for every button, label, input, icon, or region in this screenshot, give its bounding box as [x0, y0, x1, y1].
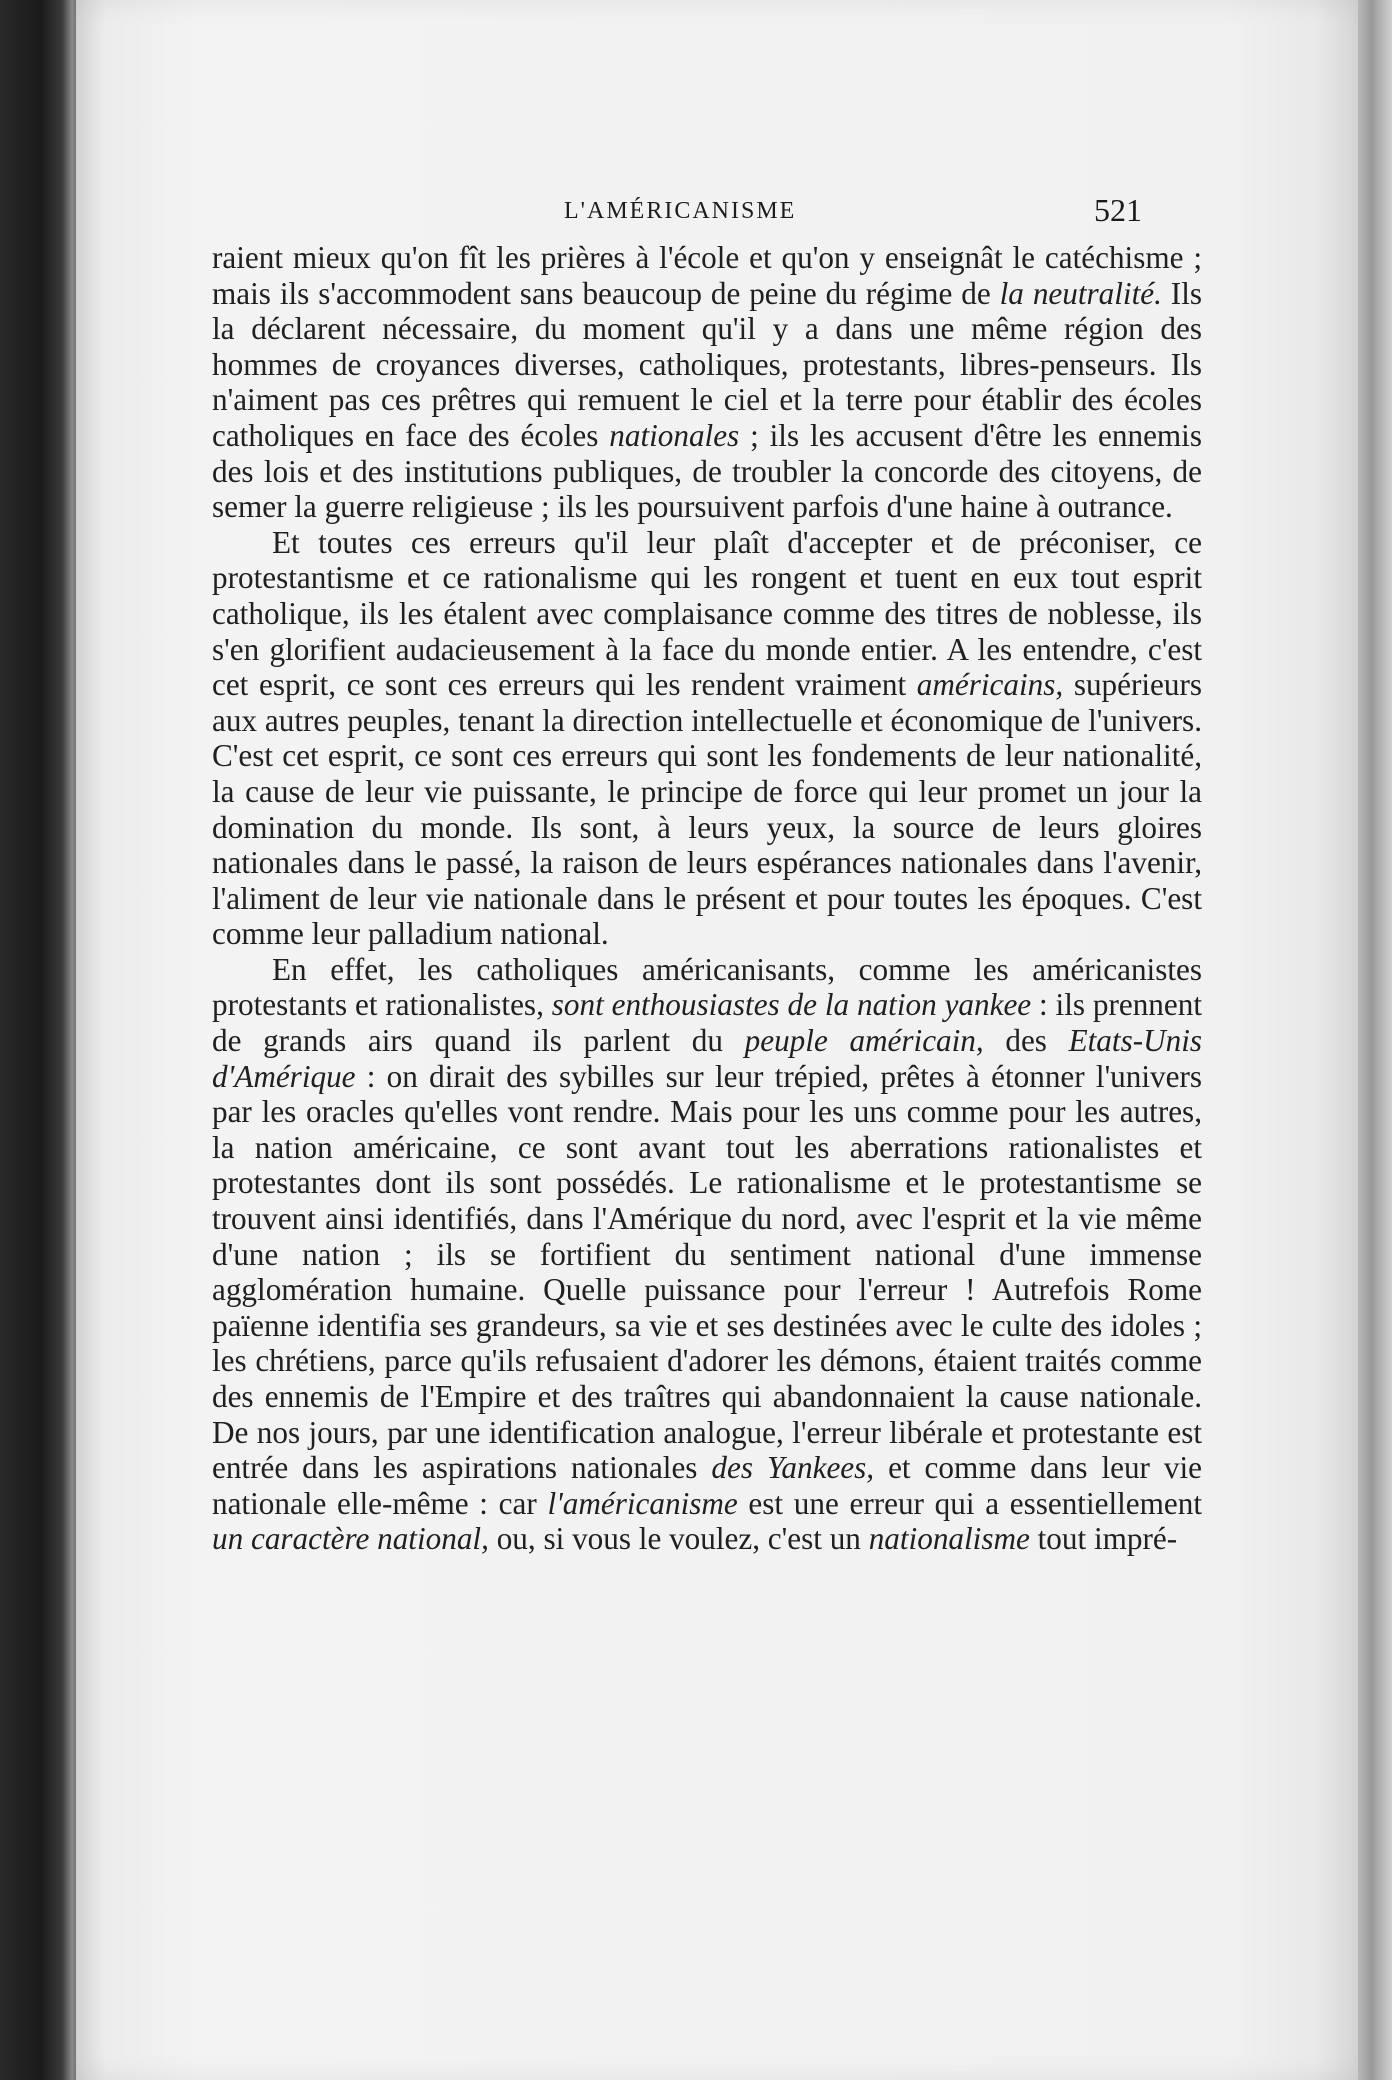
text-run: raient mieux qu'on fît les prières à l'école et qu'on y enseignât le catéchisme ; mais ils s'accommodent sans beaucoup de peine du régime de [212, 240, 1202, 311]
page-edge [1358, 0, 1392, 2080]
italic-phrase: peuple américain, [744, 1023, 984, 1059]
page-number: 521 [1094, 192, 1142, 228]
italic-phrase: la neutralité. [999, 275, 1162, 311]
paragraph-2 [212, 525, 1202, 952]
italic-phrase: américains, [916, 667, 1064, 703]
text-run: des [983, 1023, 1069, 1059]
text-run: est une erreur qui a essentiellement [737, 1485, 1202, 1521]
italic-phrase: nationales [609, 417, 740, 453]
italic-phrase: Etats-Unis d'Amérique [212, 1023, 1203, 1094]
text-run: En effet, les catholiques américanisants, comme les américanistes protestants et rationalistes, [212, 951, 1202, 1023]
text-run: Et toutes ces erreurs qu'il leur plaît d'accepter et de préconiser, ce protestantisme et ce rationalisme qui les rongent et tuent en eux tout esprit catholique, ils les étalent avec complaisance comme des titres de noblesse, ils s'en glorifient audacieusement à la face du monde entier. A les entendre, c'est cet esprit, ce sont ces erreurs qui les rendent vraiment [212, 524, 1202, 703]
text-run: : ils prennent de grands airs quand ils parlent du [212, 987, 1202, 1059]
italic-phrase: l'américanisme [547, 1485, 738, 1521]
paragraph-1 [212, 240, 1202, 525]
text-run: Ils la déclarent nécessaire, du moment qu'il y a dans une même région des hommes de croyances diverses, catholiques, protestants, libres-penseurs. Ils n'aiment pas ces prêtres qui remuent le ciel et la terre pour établir des écoles catholiques en face des écoles [212, 275, 1202, 453]
book-page [76, 0, 1372, 2080]
paragraph-3 [212, 952, 1202, 1557]
text-run: : on dirait des sybilles sur leur trépied, prêtes à étonner l'univers par les oracles qu'elles vont rendre. Mais pour les uns comme pour les autres, la nation américaine, ce sont avant tout les aberrations rationalistes et protestantes dont ils sont possédés. Le rationalisme et le protestantisme se trouvent ainsi identifiés, dans l'Amérique du nord, avec l'esprit et la vie même d'une nation ; ils se fortifient du sentiment national d'une immense agglomération humaine. Quelle puissance pour l'erreur ! Autrefois Rome païenne identifia ses grandeurs, sa vie et ses destinées avec le culte des idoles ; les chrétiens, parce qu'ils refusaient d'adorer les démons, étaient traités comme des ennemis de l'Empire et des traîtres qui abandonnaient la cause nationale. De nos jours, par une identification analogue, l'erreur libérale et protestante est entrée dans les aspirations nationales [212, 1058, 1202, 1486]
text-run: ou, si vous le voulez, c'est un [488, 1521, 869, 1557]
body-text [212, 240, 1202, 1557]
text-run: et comme dans leur vie nationale elle-même : car [212, 1450, 1203, 1521]
text-run: tout impré- [1029, 1521, 1178, 1557]
italic-phrase: nationalisme [868, 1521, 1030, 1557]
italic-phrase: sont enthousiastes de la nation yankee [551, 987, 1032, 1023]
text-run: supérieurs aux autres peuples, tenant la direction intellectuelle et économique de l'univers. C'est cet esprit, ce sont ces erreurs qui sont les fondements de leur nationalité, la cause de leur vie puissante, le principe de force qui leur promet un jour la domination du monde. Ils sont, à leurs yeux, la source de leurs gloires nationales dans le passé, la raison de leurs espérances nationales dans l'avenir, l'aliment de leur vie nationale dans le présent et pour toutes les époques. C'est comme leur palladium national. [212, 667, 1202, 952]
running-header [76, 192, 1372, 232]
italic-phrase: un caractère national, [212, 1521, 489, 1557]
italic-phrase: des Yankees, [711, 1450, 875, 1486]
running-title: L'AMÉRICANISME [564, 198, 797, 224]
text-run: ; ils les accusent d'être les ennemis des lois et des institutions publiques, de troubler la concorde des citoyens, de semer la guerre religieuse ; ils les poursuivent parfois d'une haine à outrance. [212, 417, 1202, 525]
